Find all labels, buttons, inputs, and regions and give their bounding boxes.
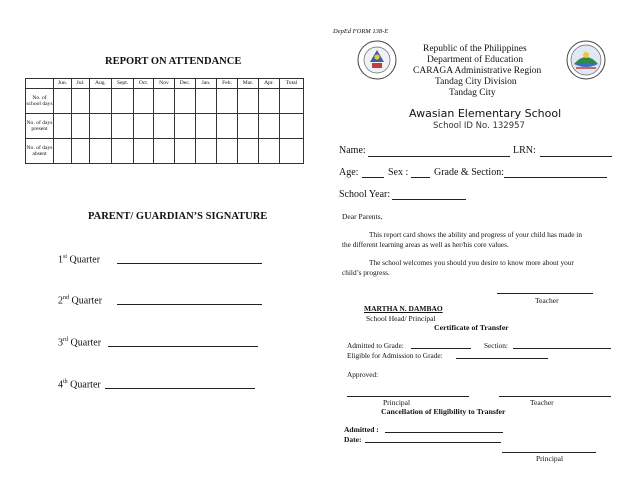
eligible-label: Eligible for Admission to Grade: [347, 351, 443, 360]
letter-paragraph-2b: child’s progress. [342, 268, 390, 277]
quarter-4-signature-line[interactable] [105, 388, 255, 389]
lrn-field[interactable] [540, 156, 612, 157]
table-cell[interactable] [112, 114, 134, 139]
table-cell[interactable] [175, 139, 196, 164]
sex-label: Sex : [388, 167, 409, 178]
table-row [26, 89, 304, 114]
quarter-word: Quarter [69, 254, 101, 266]
table-cell[interactable] [54, 114, 72, 139]
division-seal-icon [566, 40, 606, 80]
school-name: Awasian Elementary School [409, 107, 562, 120]
month-header: Apr. [259, 79, 280, 89]
table-cell[interactable] [238, 139, 259, 164]
quarter-number: 4 [58, 379, 63, 391]
table-cell[interactable] [217, 139, 238, 164]
header-department: Department of Education [427, 55, 524, 65]
quarter-2-signature-line[interactable] [117, 304, 262, 305]
attendance-title: REPORT ON ATTENDANCE [105, 56, 242, 67]
table-cell[interactable] [90, 139, 112, 164]
table-cell[interactable] [112, 89, 134, 114]
quarter-4-label [58, 379, 101, 390]
table-cell[interactable] [217, 114, 238, 139]
school-year-field[interactable] [392, 199, 466, 200]
principal-signature-line-2[interactable] [502, 452, 596, 453]
grade-section-field[interactable] [504, 177, 607, 178]
letter-paragraph-1a: This report card shows the ability and progress of your child has made in [369, 230, 582, 239]
table-row [26, 139, 304, 164]
table-row [26, 114, 304, 139]
table-cell[interactable] [259, 89, 280, 114]
form-code: DepEd FORM 138-E [333, 28, 389, 35]
teacher-label: Teacher [535, 296, 559, 305]
quarter-word: Quarter [71, 295, 103, 307]
table-cell[interactable] [175, 114, 196, 139]
month-header: Total [280, 79, 304, 89]
attendance-table [25, 78, 304, 164]
table-cell[interactable] [72, 114, 90, 139]
approved-label: Approved: [347, 370, 379, 379]
teacher-signature-line-2[interactable] [499, 396, 611, 397]
lrn-label: LRN: [513, 145, 536, 156]
quarter-3-label [58, 337, 101, 348]
quarter-suffix: rd [63, 337, 68, 343]
table-cell[interactable] [154, 89, 175, 114]
month-header: Jan. [196, 79, 217, 89]
table-cell[interactable] [112, 139, 134, 164]
month-header: Jun. [54, 79, 72, 89]
quarter-word: Quarter [70, 379, 101, 391]
table-cell[interactable] [90, 89, 112, 114]
table-cell[interactable] [154, 114, 175, 139]
name-label: Name: [339, 145, 366, 156]
month-header: Dec. [175, 79, 196, 89]
table-cell[interactable] [259, 114, 280, 139]
header-division: Tandag City Division [435, 77, 517, 87]
quarter-suffix: st [63, 254, 68, 260]
table-header-row [26, 79, 304, 89]
school-head-title: School Head/ Principal [366, 314, 436, 323]
header-region: CARAGA Administrative Region [413, 66, 542, 76]
table-cell[interactable] [175, 89, 196, 114]
table-cell[interactable] [54, 139, 72, 164]
cancellation-title: Cancellation of Eligibility to Transfer [381, 407, 506, 416]
sex-field[interactable] [411, 177, 430, 178]
table-cell[interactable] [72, 139, 90, 164]
principal-signature-line[interactable] [347, 396, 469, 397]
section-label: Section: [484, 341, 508, 350]
age-label: Age: [339, 167, 359, 178]
month-header: Sept. [112, 79, 134, 89]
quarter-suffix: nd [63, 295, 69, 301]
row-label: No. of school days [26, 89, 54, 114]
quarter-1-label [58, 254, 100, 265]
month-header: Oct. [134, 79, 154, 89]
admitted-in-field[interactable] [385, 432, 503, 433]
month-header: Nov [154, 79, 175, 89]
deped-seal-icon [357, 40, 397, 80]
quarter-suffix: th [63, 379, 68, 385]
month-header: Aug. [90, 79, 112, 89]
month-header: Jul. [72, 79, 90, 89]
quarter-2-label [58, 295, 102, 306]
school-head-name: MARTHA N. DAMBAO [364, 304, 443, 313]
admitted-in-label: Admitted : [344, 425, 379, 434]
quarter-number: 2 [58, 295, 63, 307]
letter-paragraph-1b: the different learning areas as well as her/his core values. [342, 240, 509, 249]
date-label: Date: [344, 435, 362, 444]
table-cell[interactable] [217, 89, 238, 114]
school-id: School ID No. 132957 [433, 121, 525, 131]
table-cell[interactable] [196, 89, 217, 114]
table-cell[interactable] [134, 89, 154, 114]
table-cell[interactable] [72, 89, 90, 114]
row-label: No. of days present [26, 114, 54, 139]
table-cell[interactable] [90, 114, 112, 139]
letter-salutation: Dear Parents, [342, 212, 383, 221]
admitted-to-grade-field[interactable] [411, 348, 471, 349]
table-cell[interactable] [196, 114, 217, 139]
grade-section-label: Grade & Section: [434, 167, 504, 178]
quarter-number: 1 [58, 254, 63, 266]
admitted-to-grade-label: Admitted to Grade: [347, 341, 404, 350]
principal-label-2: Principal [536, 454, 564, 463]
header-city: Tandag City [449, 88, 496, 98]
quarter-word: Quarter [70, 337, 102, 349]
certificate-title: Certificate of Transfer [434, 323, 509, 332]
month-header: Mar. [238, 79, 259, 89]
table-cell[interactable] [134, 139, 154, 164]
table-cell[interactable] [280, 89, 304, 114]
header-republic: Republic of the Philippines [423, 44, 527, 54]
table-corner-cell [26, 79, 54, 89]
quarter-1-signature-line[interactable] [117, 263, 262, 264]
quarter-3-signature-line[interactable] [108, 346, 258, 347]
signature-title: PARENT/ GUARDIAN’S SIGNATURE [88, 211, 268, 222]
table-cell[interactable] [238, 89, 259, 114]
table-cell[interactable] [134, 114, 154, 139]
name-field[interactable] [368, 156, 510, 157]
eligible-field[interactable] [456, 358, 548, 359]
letter-paragraph-2a: The school welcomes you should you desire to know more about your [369, 258, 574, 267]
month-header: Feb. [217, 79, 238, 89]
quarter-number: 3 [58, 337, 63, 349]
principal-label: Principal [383, 398, 411, 407]
date-field[interactable] [365, 442, 501, 443]
section-field[interactable] [513, 348, 611, 349]
age-field[interactable] [362, 177, 384, 178]
table-cell[interactable] [280, 114, 304, 139]
school-year-label: School Year: [339, 189, 391, 200]
table-cell[interactable] [280, 139, 304, 164]
table-cell[interactable] [154, 139, 175, 164]
table-cell[interactable] [54, 89, 72, 114]
teacher-signature-line[interactable] [497, 293, 593, 294]
table-cell[interactable] [238, 114, 259, 139]
row-label: No. of days absent [26, 139, 54, 164]
table-cell[interactable] [259, 139, 280, 164]
teacher-label-2: Teacher [530, 398, 554, 407]
table-cell[interactable] [196, 139, 217, 164]
